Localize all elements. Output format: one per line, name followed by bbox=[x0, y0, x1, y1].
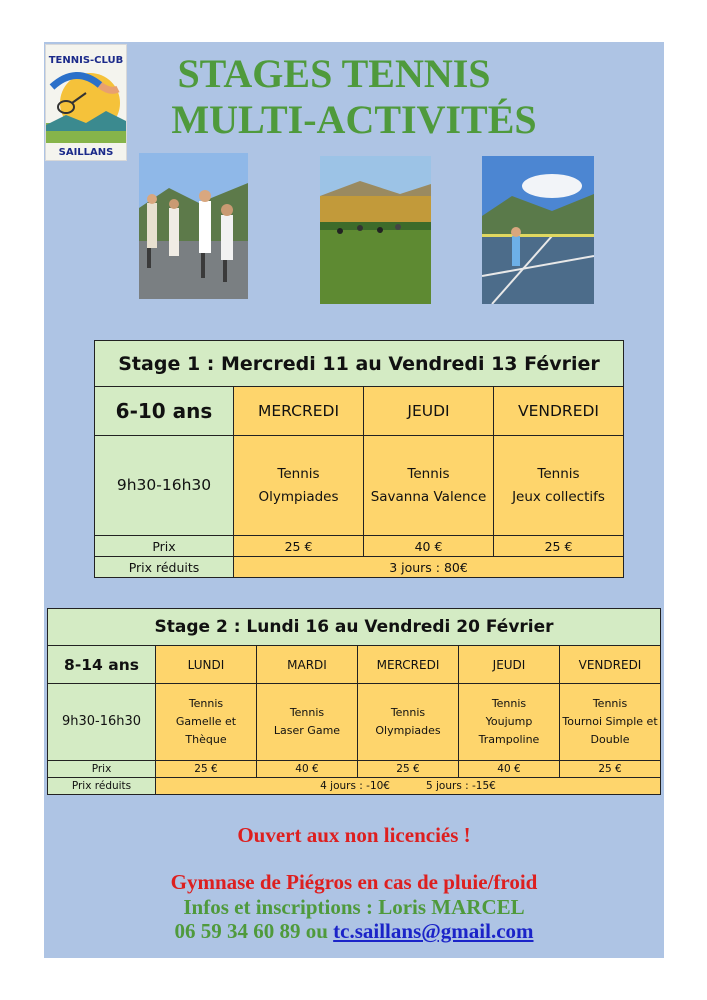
stage1-day: JEUDI bbox=[364, 387, 494, 436]
stage2-reduced-price bbox=[156, 778, 661, 795]
activity-line: Gamelle et Thèque bbox=[175, 715, 237, 746]
stage2-price-label: Prix bbox=[48, 761, 156, 778]
activity-line: Tennis bbox=[537, 465, 580, 482]
activity-line: Tournoi Simple et bbox=[562, 715, 658, 728]
contact-info: Infos et inscriptions : Loris MARCEL bbox=[183, 895, 525, 919]
stage1-table bbox=[94, 340, 624, 578]
tennis-court-photo bbox=[482, 156, 594, 304]
stage2-heading: Stage 2 : Lundi 16 au Vendredi 20 Février bbox=[48, 609, 661, 646]
reduced-4-days: 4 jours : -10€ bbox=[320, 780, 390, 792]
stage2-age: 8-14 ans bbox=[48, 646, 156, 684]
activity-line: Youjump bbox=[485, 715, 533, 728]
activity-line: Jeux collectifs bbox=[512, 488, 605, 505]
stage2-price: 25 € bbox=[560, 761, 661, 778]
stage2-day: MERCREDI bbox=[358, 646, 459, 684]
stage1-price-label: Prix bbox=[95, 536, 234, 557]
stage2-reduced-label: Prix réduits bbox=[48, 778, 156, 795]
activity-line: Double bbox=[590, 733, 630, 746]
stage2-activity-cell bbox=[358, 684, 459, 761]
svg-text:SAILLANS: SAILLANS bbox=[58, 147, 114, 158]
stage1-age: 6-10 ans bbox=[95, 387, 234, 436]
activity-line: Olympiades bbox=[375, 724, 441, 737]
activity-line: Tennis bbox=[407, 465, 450, 482]
stage1-price: 25 € bbox=[234, 536, 364, 557]
stage2-activity-cell bbox=[459, 684, 560, 761]
stage2-time: 9h30-16h30 bbox=[48, 684, 156, 761]
svg-text:TENNIS-CLUB: TENNIS-CLUB bbox=[48, 55, 124, 66]
stage1-day: MERCREDI bbox=[234, 387, 364, 436]
activity-line: Tennis bbox=[390, 706, 426, 719]
activity-line: Savanna Valence bbox=[370, 488, 487, 505]
stage2-price: 25 € bbox=[358, 761, 459, 778]
activity-line: Tennis bbox=[289, 706, 325, 719]
activity-line: Trampoline bbox=[478, 733, 540, 746]
stage1-heading: Stage 1 : Mercredi 11 au Vendredi 13 Février bbox=[95, 341, 624, 387]
title-line-1: STAGES TENNIS bbox=[177, 51, 491, 96]
stage2-price: 40 € bbox=[257, 761, 358, 778]
stage2-price: 40 € bbox=[459, 761, 560, 778]
title-line-2: MULTI-ACTIVITÉS bbox=[171, 97, 537, 142]
stage2-day: VENDREDI bbox=[560, 646, 661, 684]
open-to-all-notice: Ouvert aux non licenciés ! bbox=[237, 823, 471, 847]
stage1-reduced-label: Prix réduits bbox=[95, 557, 234, 578]
stage2-activity-cell bbox=[156, 684, 257, 761]
activity-line: Olympiades bbox=[258, 488, 339, 505]
activity-line: Tennis bbox=[277, 465, 320, 482]
kids-with-rackets-photo bbox=[139, 153, 248, 299]
stage2-price: 25 € bbox=[156, 761, 257, 778]
stage1-activity-cell bbox=[494, 436, 624, 536]
activity-line: Tennis bbox=[491, 697, 527, 710]
stage1-day: VENDREDI bbox=[494, 387, 624, 436]
stage1-price: 25 € bbox=[494, 536, 624, 557]
activity-line: Tennis bbox=[592, 697, 628, 710]
activity-line: Laser Game bbox=[273, 724, 341, 737]
stage1-time: 9h30-16h30 bbox=[95, 436, 234, 536]
phone-email-line bbox=[44, 919, 664, 943]
stage2-table bbox=[47, 608, 661, 795]
poster bbox=[44, 42, 664, 958]
stage2-day: JEUDI bbox=[459, 646, 560, 684]
stage1-activity-cell bbox=[364, 436, 494, 536]
reduced-5-days: 5 jours : -15€ bbox=[426, 780, 496, 792]
stage1-reduced-price: 3 jours : 80€ bbox=[234, 557, 624, 578]
stage2-activity-cell bbox=[257, 684, 358, 761]
stage1-activity-cell bbox=[234, 436, 364, 536]
stage2-day: LUNDI bbox=[156, 646, 257, 684]
activity-line: Tennis bbox=[188, 697, 224, 710]
phone-number: 06 59 34 60 89 ou bbox=[174, 919, 334, 943]
field-games-photo bbox=[320, 156, 431, 304]
stage2-day: MARDI bbox=[257, 646, 358, 684]
gym-notice: Gymnase de Piégros en cas de pluie/froid bbox=[170, 870, 538, 894]
email-link[interactable]: tc.saillans@gmail.com bbox=[333, 919, 534, 943]
stage2-activity-cell bbox=[560, 684, 661, 761]
stage1-price: 40 € bbox=[364, 536, 494, 557]
